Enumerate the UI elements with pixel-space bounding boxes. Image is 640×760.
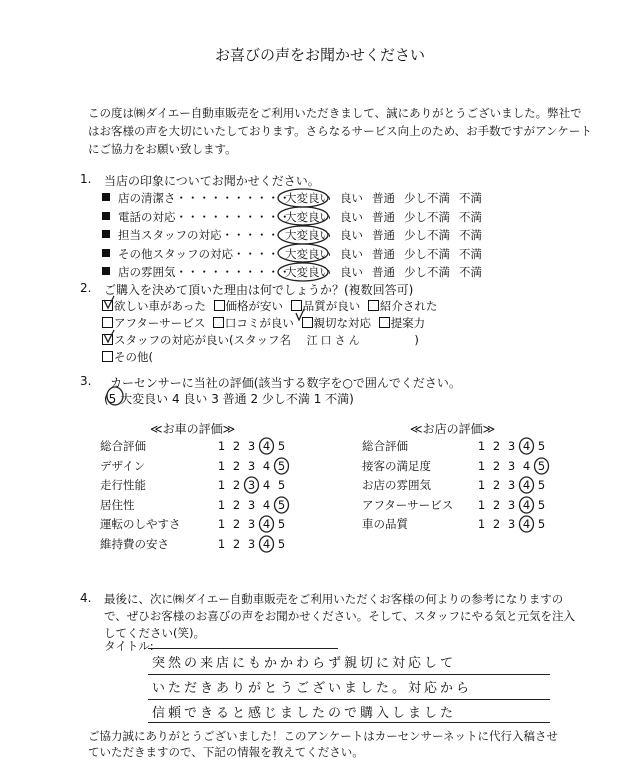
q1-item-dots: ・・・・・	[221, 228, 279, 242]
rating-digits	[474, 478, 549, 492]
rating-digit[interactable]: 2	[492, 517, 501, 531]
q2-option[interactable]: その他(	[102, 350, 153, 364]
rating-digit[interactable]: 2	[492, 497, 501, 512]
intro-line: この度は㈱ダイエー自動車販売をご利用いただきまして、誠にありがとうございました。弊社で	[88, 106, 582, 120]
q1-item-dots: ・・・・・・・・・・	[175, 209, 291, 224]
level-option[interactable]: 大変良い	[285, 228, 331, 242]
q1-item	[102, 208, 291, 227]
rating-label: 車の品質	[362, 517, 408, 531]
q1-item	[102, 189, 291, 208]
q4-line: 最後に、次に㈱ダイエー自動車販売をご利用いただくお客様の何よりの参考になりますの	[104, 592, 564, 606]
rating-label: お店の雰囲気	[362, 478, 431, 492]
q1-item	[102, 263, 291, 282]
rating-label: 走行性能	[100, 478, 146, 492]
level-option[interactable]: 不満	[459, 265, 482, 279]
q4-line: してください(笑)。	[104, 626, 205, 640]
rating-row	[100, 536, 289, 556]
rating-digit[interactable]: 2	[232, 478, 241, 492]
checkbox[interactable]	[213, 317, 224, 328]
q1-items	[102, 189, 291, 282]
q2-number: 2.	[80, 281, 92, 295]
level-option[interactable]: 大変良い	[285, 191, 331, 205]
q1-item-label: その他スタッフの対応	[118, 246, 233, 261]
shop-rating-table	[362, 438, 549, 536]
q4-number: 4.	[80, 591, 92, 605]
rating-digit[interactable]: 4	[522, 478, 531, 492]
q1-level-row	[285, 245, 491, 264]
q4-text	[104, 591, 575, 642]
q2-option[interactable]: 品質が良い	[291, 299, 361, 313]
q2-options	[102, 298, 437, 366]
footer-line: ていただきますので、下記の情報を教えてください。	[88, 745, 364, 759]
rating-circle-mark	[474, 514, 564, 536]
rating-digits	[474, 459, 549, 473]
rating-digit[interactable]: 4	[262, 517, 271, 531]
level-option[interactable]: 大変良い	[285, 246, 331, 261]
rating-digit[interactable]: 5	[537, 439, 546, 453]
circle-mark	[260, 516, 274, 532]
level-option[interactable]: 普通	[372, 265, 395, 279]
rating-digit[interactable]: 2	[232, 497, 241, 512]
level-option[interactable]: 少し不満	[404, 265, 450, 279]
q3-number: 3.	[80, 374, 92, 388]
rating-digit[interactable]: 2	[232, 458, 241, 473]
rating-digit[interactable]: 1	[477, 517, 486, 531]
q2-question: ご購入を決めて頂いた理由は何でしょうか？(複数回答可)	[104, 283, 414, 297]
checkbox[interactable]	[368, 300, 379, 311]
level-option[interactable]: 不満	[459, 228, 482, 242]
rating-digit[interactable]: 4	[262, 497, 271, 512]
rating-label: アフターサービス	[362, 497, 454, 512]
comment-line: 信頼できると感じましたので購入しました	[148, 700, 550, 723]
rating-label: 維持費の安さ	[100, 536, 169, 551]
level-option[interactable]: 良い	[340, 191, 363, 205]
comment-line: いただきありがとうございました。対応から	[148, 675, 550, 700]
rating-digit[interactable]: 3	[247, 478, 256, 492]
q4-line: で、ぜひお客様のお喜びの声をお聞かせください。そして、スタッフにやる気と元気を注入	[104, 609, 576, 623]
rating-digit[interactable]: 4	[262, 458, 271, 473]
checkbox[interactable]	[291, 300, 302, 311]
q1-level-row	[285, 263, 491, 282]
circle-mark	[245, 477, 259, 493]
footer-text	[88, 728, 558, 760]
rating-digits	[214, 439, 289, 453]
rating-digit[interactable]: 4	[262, 478, 271, 492]
bullet-icon	[102, 267, 110, 275]
circle-mark	[520, 516, 534, 532]
rating-digit[interactable]: 1	[477, 478, 486, 492]
rating-digit[interactable]: 5	[537, 458, 546, 473]
rating-digits	[474, 439, 549, 453]
q2-option[interactable]: 欲しい車があった	[102, 299, 206, 313]
rating-label: 総合評価	[100, 439, 146, 453]
level-option[interactable]: 普通	[372, 228, 395, 242]
rating-digit[interactable]: 3	[507, 458, 516, 473]
level-option[interactable]: 良い	[340, 246, 363, 261]
level-option[interactable]: 普通	[372, 191, 395, 205]
rating-digit[interactable]: 3	[247, 536, 256, 551]
checkbox[interactable]	[102, 300, 113, 311]
bullet-icon	[102, 212, 110, 220]
shop-rating-header: ≪お店の評価≫	[410, 422, 496, 436]
rating-label: 接客の満足度	[362, 458, 431, 473]
rating-digits	[214, 459, 289, 473]
rating-label: 居住性	[100, 497, 135, 512]
level-option[interactable]: 少し不満	[404, 209, 450, 224]
bullet-icon	[102, 249, 110, 257]
q1-level-row	[285, 189, 491, 208]
circle-mark	[260, 438, 274, 454]
rating-digit[interactable]: 2	[492, 439, 501, 453]
level-option[interactable]: 少し不満	[404, 191, 450, 205]
level-option[interactable]: 普通	[372, 209, 395, 224]
rating-digit[interactable]: 3	[507, 497, 516, 512]
rating-digit[interactable]: 1	[217, 497, 226, 512]
level-option[interactable]: 不満	[459, 209, 482, 224]
level-option[interactable]: 大変良い	[285, 209, 331, 224]
q3-scale: (5 大変良い 4 良い 3 普通 2 少し不満 1 不満)	[104, 392, 354, 406]
circle-mark	[520, 497, 534, 513]
circle-mark	[520, 477, 534, 493]
car-rating-table	[100, 438, 289, 555]
rating-label: 総合評価	[362, 439, 408, 453]
rating-digit[interactable]: 4	[262, 439, 271, 453]
rating-digit[interactable]: 5	[277, 497, 286, 512]
checkbox[interactable]	[379, 317, 390, 328]
rating-digit[interactable]: 5	[537, 478, 546, 492]
rating-label: 運転のしやすさ	[100, 517, 181, 531]
q1-item-label: 店の雰囲気	[118, 265, 176, 279]
rating-digit[interactable]: 2	[492, 458, 501, 473]
q1-item-dots: ・・・・	[233, 246, 279, 261]
q1-item	[102, 245, 291, 264]
level-option[interactable]: 大変良い	[285, 265, 331, 279]
rating-digits	[214, 478, 289, 492]
rating-digit[interactable]: 5	[277, 439, 286, 453]
rating-digit[interactable]: 3	[247, 458, 256, 473]
rating-digit[interactable]: 1	[217, 439, 226, 453]
q1-level-row	[285, 226, 491, 245]
rating-digit[interactable]: 1	[217, 478, 226, 492]
q2-option[interactable]: 口コミが良い	[213, 316, 294, 330]
rating-digits	[214, 498, 289, 512]
q1-number: 1.	[80, 172, 92, 186]
rating-digits	[214, 517, 289, 531]
rating-digit[interactable]: 4	[522, 458, 531, 473]
q2-option[interactable]: アフターサービス	[102, 316, 205, 330]
rating-digit[interactable]: 1	[217, 517, 226, 531]
rating-digit[interactable]: 1	[477, 458, 486, 473]
rating-digits	[214, 537, 289, 551]
level-option[interactable]: 良い	[340, 228, 363, 242]
title-label: タイトル:	[104, 639, 154, 653]
rating-digit[interactable]: 5	[537, 517, 546, 531]
q2-option[interactable]: 紹介された	[368, 299, 438, 313]
q1-level-row	[285, 208, 491, 227]
circle-mark	[535, 458, 549, 474]
rating-digit[interactable]: 5	[277, 517, 286, 531]
rating-digit[interactable]: 5	[277, 458, 286, 473]
rating-circle-mark	[214, 534, 304, 556]
rating-label: デザイン	[100, 458, 146, 473]
rating-digit[interactable]: 5	[277, 536, 286, 551]
rating-row	[362, 516, 549, 536]
rating-digit[interactable]: 4	[522, 439, 531, 453]
intro-line: にご協力をお願い致します。	[88, 142, 237, 156]
q1-item-label: 担当スタッフの対応	[118, 228, 222, 242]
rating-digit[interactable]: 1	[477, 439, 486, 453]
rating-digit[interactable]: 2	[232, 536, 241, 551]
circle-mark	[275, 497, 289, 513]
level-option[interactable]: 普通	[372, 246, 395, 261]
intro-text	[88, 104, 592, 158]
q2-option[interactable]: スタッフの対応が良い(スタッフ名	[102, 333, 291, 347]
level-option[interactable]: 不満	[459, 246, 482, 261]
bullet-icon	[102, 193, 110, 201]
q1-item-dots: ・・・・・・・・・・	[175, 265, 291, 279]
rating-digits	[474, 517, 549, 531]
rating-digit[interactable]: 3	[507, 517, 516, 531]
rating-digit[interactable]: 4	[262, 536, 271, 551]
title-field[interactable]	[148, 648, 338, 649]
footer-line: ご協力誠にありがとうございました！このアンケートはカーセンサーネットに代行入稿させ	[88, 729, 558, 743]
level-option[interactable]: 良い	[340, 209, 363, 224]
rating-digit[interactable]: 2	[232, 439, 241, 453]
rating-digit[interactable]: 1	[217, 536, 226, 551]
bullet-icon	[102, 230, 110, 238]
circle-mark	[520, 438, 534, 454]
q1-levels	[285, 189, 491, 282]
rating-digit[interactable]: 4	[522, 517, 531, 531]
staff-name-handwritten: 江口さん	[306, 334, 363, 347]
q1-item-dots: ・・・・・・・・・・	[175, 191, 291, 205]
rating-digit[interactable]: 2	[232, 517, 241, 531]
level-option[interactable]: 不満	[459, 191, 482, 205]
q1-item-label: 電話の対応	[118, 209, 176, 224]
circle-mark	[275, 458, 289, 474]
close-paren: )	[414, 333, 419, 347]
rating-digit[interactable]: 4	[522, 497, 531, 512]
rating-digit[interactable]: 1	[217, 458, 226, 473]
intro-line: はお客様の声を大切にいたしております。さらなるサービス向上のため、お手数ですがアンケート	[88, 124, 592, 138]
checkbox[interactable]	[102, 317, 113, 328]
q1-question: 当店の印象についてお聞かせください。	[104, 174, 320, 188]
checkbox[interactable]	[102, 334, 113, 345]
rating-digit[interactable]: 3	[507, 439, 516, 453]
q1-item	[102, 226, 291, 245]
q3-question: カーセンサーに当社の評価(該当する数字を○で囲んでください。	[110, 376, 461, 390]
q2-option[interactable]: 価格が安い	[214, 299, 284, 313]
checkbox[interactable]	[102, 351, 113, 362]
rating-digit[interactable]: 3	[247, 517, 256, 531]
q2-option[interactable]: 親切な対応	[302, 316, 372, 330]
level-option[interactable]: 少し不満	[404, 246, 450, 261]
rating-digit[interactable]: 3	[247, 497, 256, 512]
rating-digit[interactable]: 2	[492, 478, 501, 492]
rating-digit[interactable]: 3	[507, 478, 516, 492]
circle-mark	[260, 536, 274, 552]
comment-line: 突然の来店にもかかわらず親切に対応して	[148, 650, 550, 675]
checkbox[interactable]	[214, 300, 225, 311]
car-rating-header: ≪お車の評価≫	[150, 422, 236, 436]
rating-digit[interactable]: 3	[247, 439, 256, 453]
level-option[interactable]: 少し不満	[404, 228, 450, 242]
level-option[interactable]: 良い	[340, 265, 363, 279]
q2-option[interactable]: 提案力	[379, 316, 426, 330]
q1-item-label: 店の清潔さ	[118, 191, 176, 205]
rating-digit[interactable]: 5	[277, 478, 286, 492]
checkbox[interactable]	[302, 317, 313, 328]
rating-digits	[474, 498, 549, 512]
rating-digit[interactable]: 1	[477, 497, 486, 512]
rating-digit[interactable]: 5	[537, 497, 546, 512]
comment-area[interactable]	[148, 650, 550, 723]
page-title: お喜びの声をお聞かせください	[214, 46, 425, 64]
